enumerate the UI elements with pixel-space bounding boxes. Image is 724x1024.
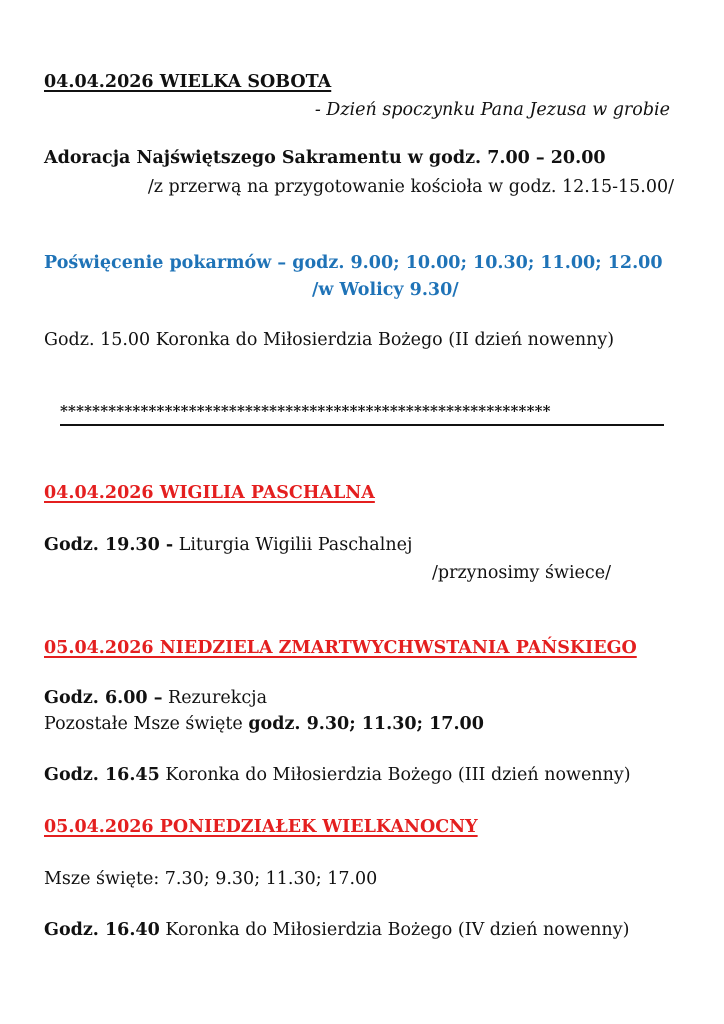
sunday-masses-times: godz. 9.30; 11.30; 17.00	[248, 714, 484, 734]
resurrection-line	[44, 687, 267, 709]
adoration-note: /z przerwą na przygotowanie kościoła w godz. 12.15-15.00/	[147, 177, 674, 197]
sunday-chaplet-label: Koronka do Miłosierdzia Bożego (III dzień nowenny)	[159, 765, 631, 785]
vigil-time: Godz. 19.30 -	[44, 535, 174, 555]
vigil-line	[44, 534, 412, 556]
saturday-chaplet: Godz. 15.00 Koronka do Miłosierdzia Bożego (II dzień nowenny)	[44, 330, 615, 350]
saturday-subtitle: - Dzień spoczynku Pana Jezusa w grobie	[314, 100, 670, 120]
monday-title: 05.04.2026 PONIEDZIAŁEK WIELKANOCNY	[44, 817, 478, 837]
monday-chaplet-label: Koronka do Miłosierdzia Bożego (IV dzień nowenny)	[159, 920, 630, 940]
monday-masses: Msze święte: 7.30; 9.30; 11.30; 17.00	[44, 869, 378, 889]
vigil-title: 04.04.2026 WIGILIA PASCHALNA	[44, 483, 375, 503]
adoration-line: Adoracja Najświętszego Sakramentu w godz. 7.00 – 20.00	[44, 148, 606, 168]
monday-chaplet-time: Godz. 16.40	[44, 920, 160, 940]
resurrection-label: Rezurekcja	[162, 688, 268, 708]
separator-rule	[60, 424, 664, 426]
monday-chaplet-line	[44, 919, 629, 941]
resurrection-time: Godz. 6.00 –	[44, 688, 163, 708]
sunday-title: 05.04.2026 NIEDZIELA ZMARTWYCHWSTANIA PAŃSKIEGO	[44, 638, 637, 658]
vigil-liturgy: Liturgia Wigilii Paschalnej	[173, 535, 413, 555]
sunday-masses-line	[44, 713, 484, 735]
star-separator: *************************************************************	[60, 402, 551, 420]
sunday-chaplet-line	[44, 764, 631, 786]
food-blessing-wolica: /w Wolicy 9.30/	[312, 280, 459, 300]
saturday-title: 04.04.2026 WIELKA SOBOTA	[44, 72, 332, 92]
vigil-note: /przynosimy świece/	[432, 563, 611, 583]
food-blessing-line: Poświęcenie pokarmów – godz. 9.00; 10.00; 10.30; 11.00; 12.00	[44, 253, 663, 273]
sunday-chaplet-time: Godz. 16.45	[44, 765, 160, 785]
sunday-masses-label: Pozostałe Msze święte	[44, 714, 249, 734]
